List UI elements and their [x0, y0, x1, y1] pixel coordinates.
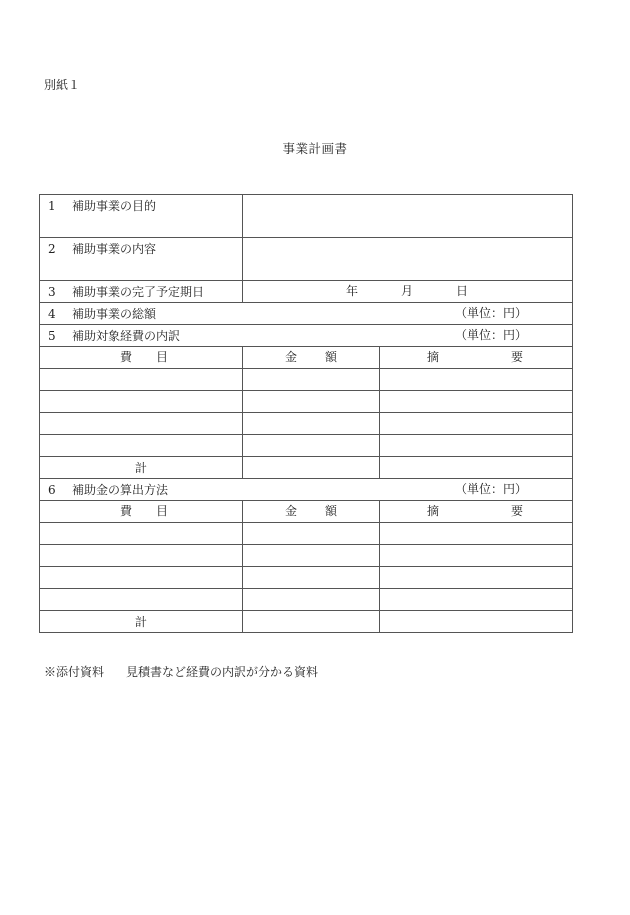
- amount-header-char-2: 額: [325, 504, 338, 518]
- expense-header-char-1: 費: [120, 504, 133, 518]
- calculation-total-amount-cell[interactable]: [243, 611, 380, 633]
- calculation-header-row: [40, 501, 573, 523]
- breakdown-label: 補助対象経費の内訳: [72, 328, 181, 343]
- amount-cell[interactable]: [243, 545, 380, 567]
- expense-item-cell[interactable]: [40, 391, 243, 413]
- summary-cell[interactable]: [380, 413, 573, 435]
- expense-item-header: [40, 501, 243, 523]
- amount-header: [243, 501, 380, 523]
- summary-header-char-2: 要: [511, 504, 524, 518]
- summary-cell[interactable]: [380, 435, 573, 457]
- breakdown-total-label: 計: [40, 457, 243, 479]
- attachment-note: [44, 663, 318, 680]
- breakdown-number: 5: [48, 328, 56, 343]
- attachment-note-label: ※添付資料: [44, 665, 105, 679]
- content-label-cell: [40, 238, 243, 281]
- total-unit: （単位：円）: [455, 306, 528, 320]
- breakdown-total-summary-cell[interactable]: [380, 457, 573, 479]
- business-plan-table: [39, 194, 573, 633]
- document-title: 事業計画書: [282, 141, 348, 156]
- calculation-label: 補助金の算出方法: [72, 482, 169, 497]
- breakdown-entry-row: [40, 435, 573, 457]
- completion-row: [40, 281, 573, 303]
- expense-item-cell[interactable]: [40, 523, 243, 545]
- amount-cell[interactable]: [243, 369, 380, 391]
- expense-item-cell[interactable]: [40, 589, 243, 611]
- month-label: 月: [401, 284, 414, 298]
- calculation-row: [40, 479, 573, 501]
- breakdown-entry-row: [40, 369, 573, 391]
- year-label: 年: [346, 284, 359, 298]
- expense-header-char-1: 費: [120, 350, 133, 364]
- amount-header-char-1: 金: [285, 504, 298, 518]
- breakdown-total-row: [40, 457, 573, 479]
- completion-date-cell[interactable]: [243, 281, 573, 303]
- total-number: 4: [48, 306, 56, 321]
- purpose-label: 補助事業の目的: [72, 199, 157, 213]
- amount-header: [243, 347, 380, 369]
- amount-header-char-2: 額: [325, 350, 338, 364]
- calculation-total-summary-cell[interactable]: [380, 611, 573, 633]
- calculation-total-label: 計: [40, 611, 243, 633]
- summary-cell[interactable]: [380, 523, 573, 545]
- breakdown-header-row: [40, 347, 573, 369]
- content-label: 補助事業の内容: [72, 242, 157, 256]
- calculation-label-cell: [40, 479, 573, 501]
- breakdown-row: [40, 325, 573, 347]
- breakdown-entry-row: [40, 391, 573, 413]
- total-label-cell: [40, 303, 573, 325]
- summary-cell[interactable]: [380, 589, 573, 611]
- purpose-number: 1: [48, 199, 56, 213]
- day-label: 日: [456, 284, 469, 298]
- purpose-row: [40, 195, 573, 238]
- total-label: 補助事業の総額: [72, 306, 157, 321]
- content-number: 2: [48, 242, 56, 256]
- expense-header-char-2: 目: [156, 504, 169, 518]
- calculation-entry-row: [40, 567, 573, 589]
- amount-cell[interactable]: [243, 391, 380, 413]
- breakdown-unit: （単位：円）: [455, 328, 528, 342]
- expense-item-header: [40, 347, 243, 369]
- summary-header-char-2: 要: [511, 350, 524, 364]
- summary-cell[interactable]: [380, 369, 573, 391]
- calculation-entry-row: [40, 545, 573, 567]
- summary-cell[interactable]: [380, 391, 573, 413]
- summary-header: [380, 501, 573, 523]
- amount-cell[interactable]: [243, 523, 380, 545]
- attachment-label: 別紙１: [44, 78, 81, 92]
- calculation-total-row: [40, 611, 573, 633]
- expense-item-cell[interactable]: [40, 369, 243, 391]
- calculation-unit: （単位：円）: [455, 482, 528, 496]
- expense-header-char-2: 目: [156, 350, 169, 364]
- breakdown-entry-row: [40, 413, 573, 435]
- breakdown-total-amount-cell[interactable]: [243, 457, 380, 479]
- expense-item-cell[interactable]: [40, 435, 243, 457]
- summary-header: [380, 347, 573, 369]
- amount-cell[interactable]: [243, 589, 380, 611]
- purpose-label-cell: [40, 195, 243, 238]
- calculation-number: 6: [48, 482, 56, 497]
- amount-cell[interactable]: [243, 567, 380, 589]
- summary-cell[interactable]: [380, 567, 573, 589]
- expense-item-cell[interactable]: [40, 567, 243, 589]
- purpose-value-cell[interactable]: [243, 195, 573, 238]
- expense-item-cell[interactable]: [40, 545, 243, 567]
- attachment-note-text: 見積書など経費の内訳が分かる資料: [126, 665, 319, 679]
- summary-cell[interactable]: [380, 545, 573, 567]
- completion-label: 補助事業の完了予定期日: [72, 284, 205, 299]
- amount-cell[interactable]: [243, 413, 380, 435]
- summary-header-char-1: 摘: [427, 350, 440, 364]
- expense-item-cell[interactable]: [40, 413, 243, 435]
- calculation-entry-row: [40, 589, 573, 611]
- amount-cell[interactable]: [243, 435, 380, 457]
- content-value-cell[interactable]: [243, 238, 573, 281]
- summary-header-char-1: 摘: [427, 504, 440, 518]
- amount-header-char-1: 金: [285, 350, 298, 364]
- completion-label-cell: [40, 281, 243, 303]
- content-row: [40, 238, 573, 281]
- calculation-entry-row: [40, 523, 573, 545]
- total-row: [40, 303, 573, 325]
- completion-number: 3: [48, 284, 56, 299]
- breakdown-label-cell: [40, 325, 573, 347]
